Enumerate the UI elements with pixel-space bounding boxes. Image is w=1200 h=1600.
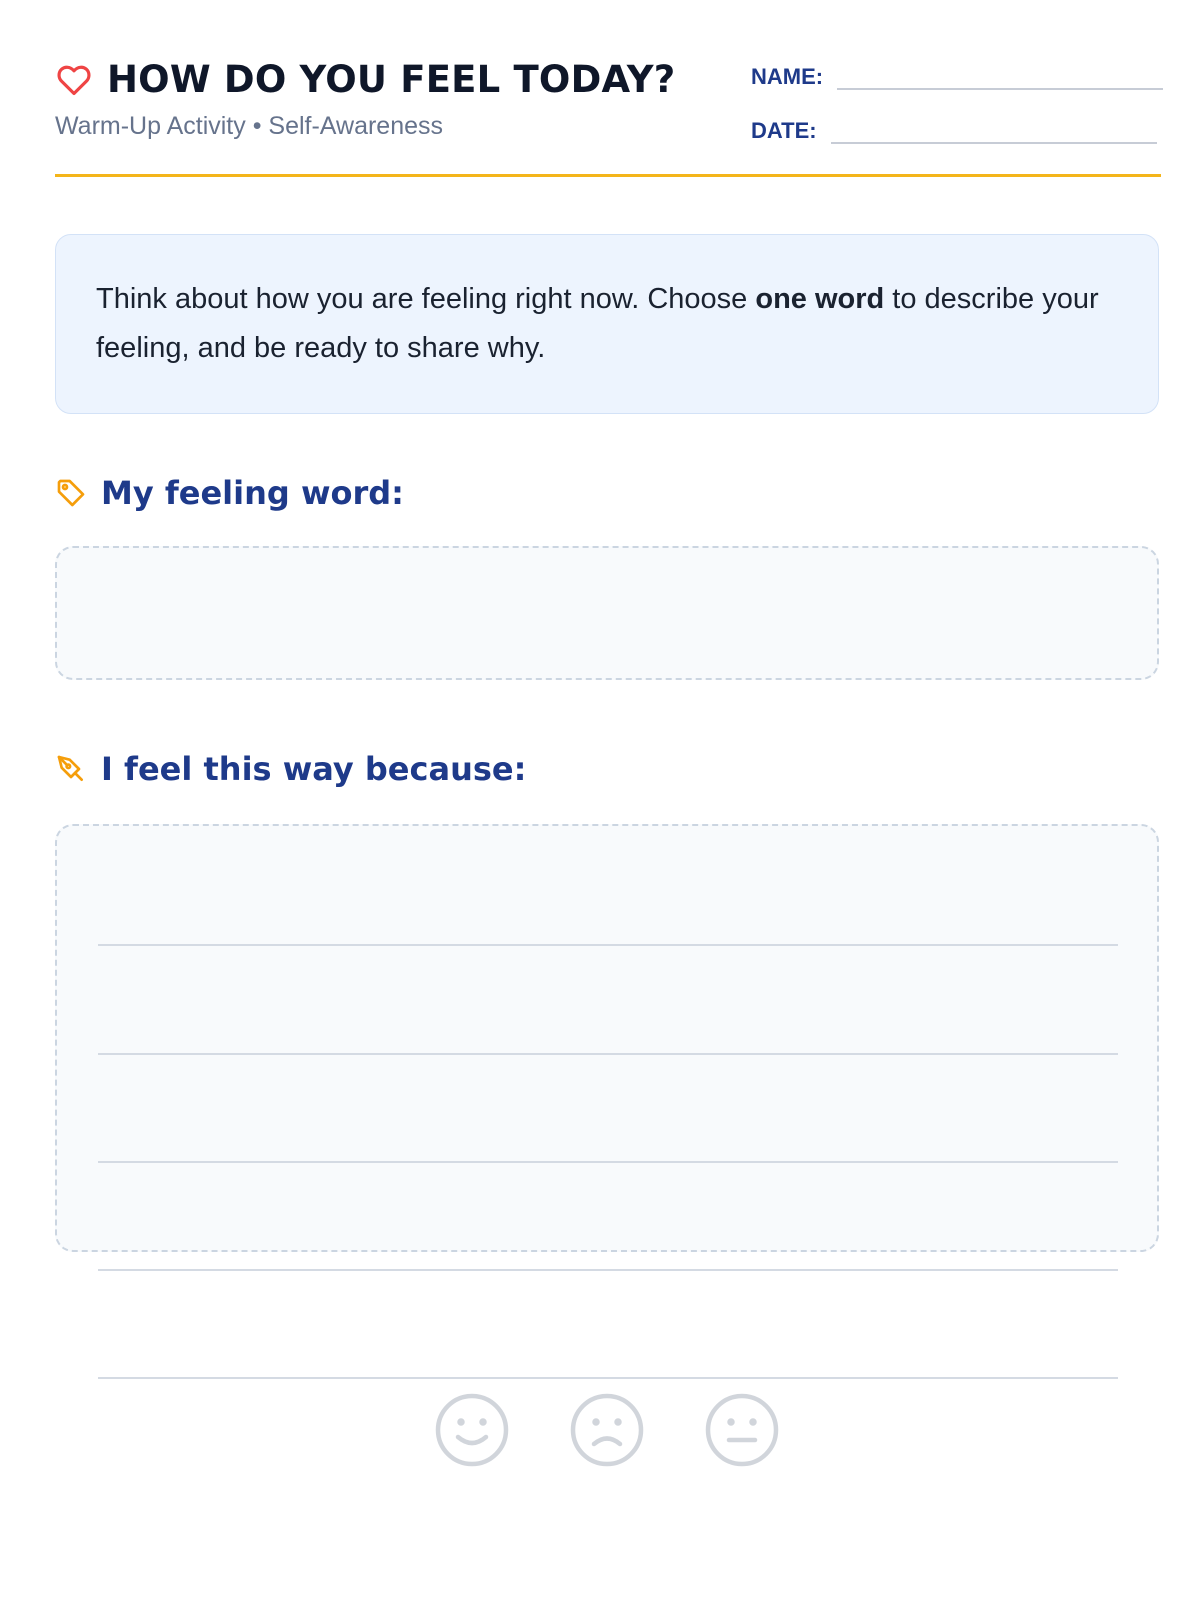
writing-line: [98, 1269, 1118, 1271]
instructions-box: [55, 234, 1159, 414]
name-label: NAME:: [751, 64, 824, 89]
page-title: HOW DO YOU FEEL TODAY?: [107, 58, 676, 101]
page-subtitle: Warm-Up Activity • Self-Awareness: [55, 112, 444, 140]
heart-icon: [55, 61, 93, 99]
name-input-line[interactable]: [837, 60, 1163, 90]
writing-line: [98, 1053, 1118, 1055]
instructions-emphasis: one word: [755, 283, 885, 315]
date-label: DATE:: [751, 118, 817, 143]
pen-icon: [55, 753, 87, 785]
instructions-text-start: Think about how you are feeling right now. Choose: [96, 283, 756, 315]
smile-face-icon: [434, 1392, 510, 1468]
header-divider: [55, 174, 1161, 177]
writing-line: [98, 1377, 1118, 1379]
date-field[interactable]: [751, 114, 1157, 144]
worksheet-header: [55, 52, 1161, 177]
name-field[interactable]: [751, 60, 1163, 90]
mood-faces: [434, 1392, 780, 1468]
title-row: [55, 58, 675, 101]
sad-face-icon: [569, 1392, 645, 1468]
feeling-word-box[interactable]: [55, 546, 1159, 680]
feeling-word-heading: [55, 474, 404, 512]
because-title: I feel this way because:: [101, 750, 527, 788]
neutral-face-icon: [704, 1392, 780, 1468]
instructions-text-end: to describe your feeling, and be ready to share why.: [96, 283, 1099, 364]
feeling-word-title: My feeling word:: [101, 474, 404, 512]
date-input-line[interactable]: [831, 114, 1157, 144]
writing-line: [98, 944, 1118, 946]
tag-icon: [55, 477, 87, 509]
writing-line: [98, 1161, 1118, 1163]
because-writing-box[interactable]: [55, 824, 1159, 1252]
because-heading: [55, 750, 526, 788]
